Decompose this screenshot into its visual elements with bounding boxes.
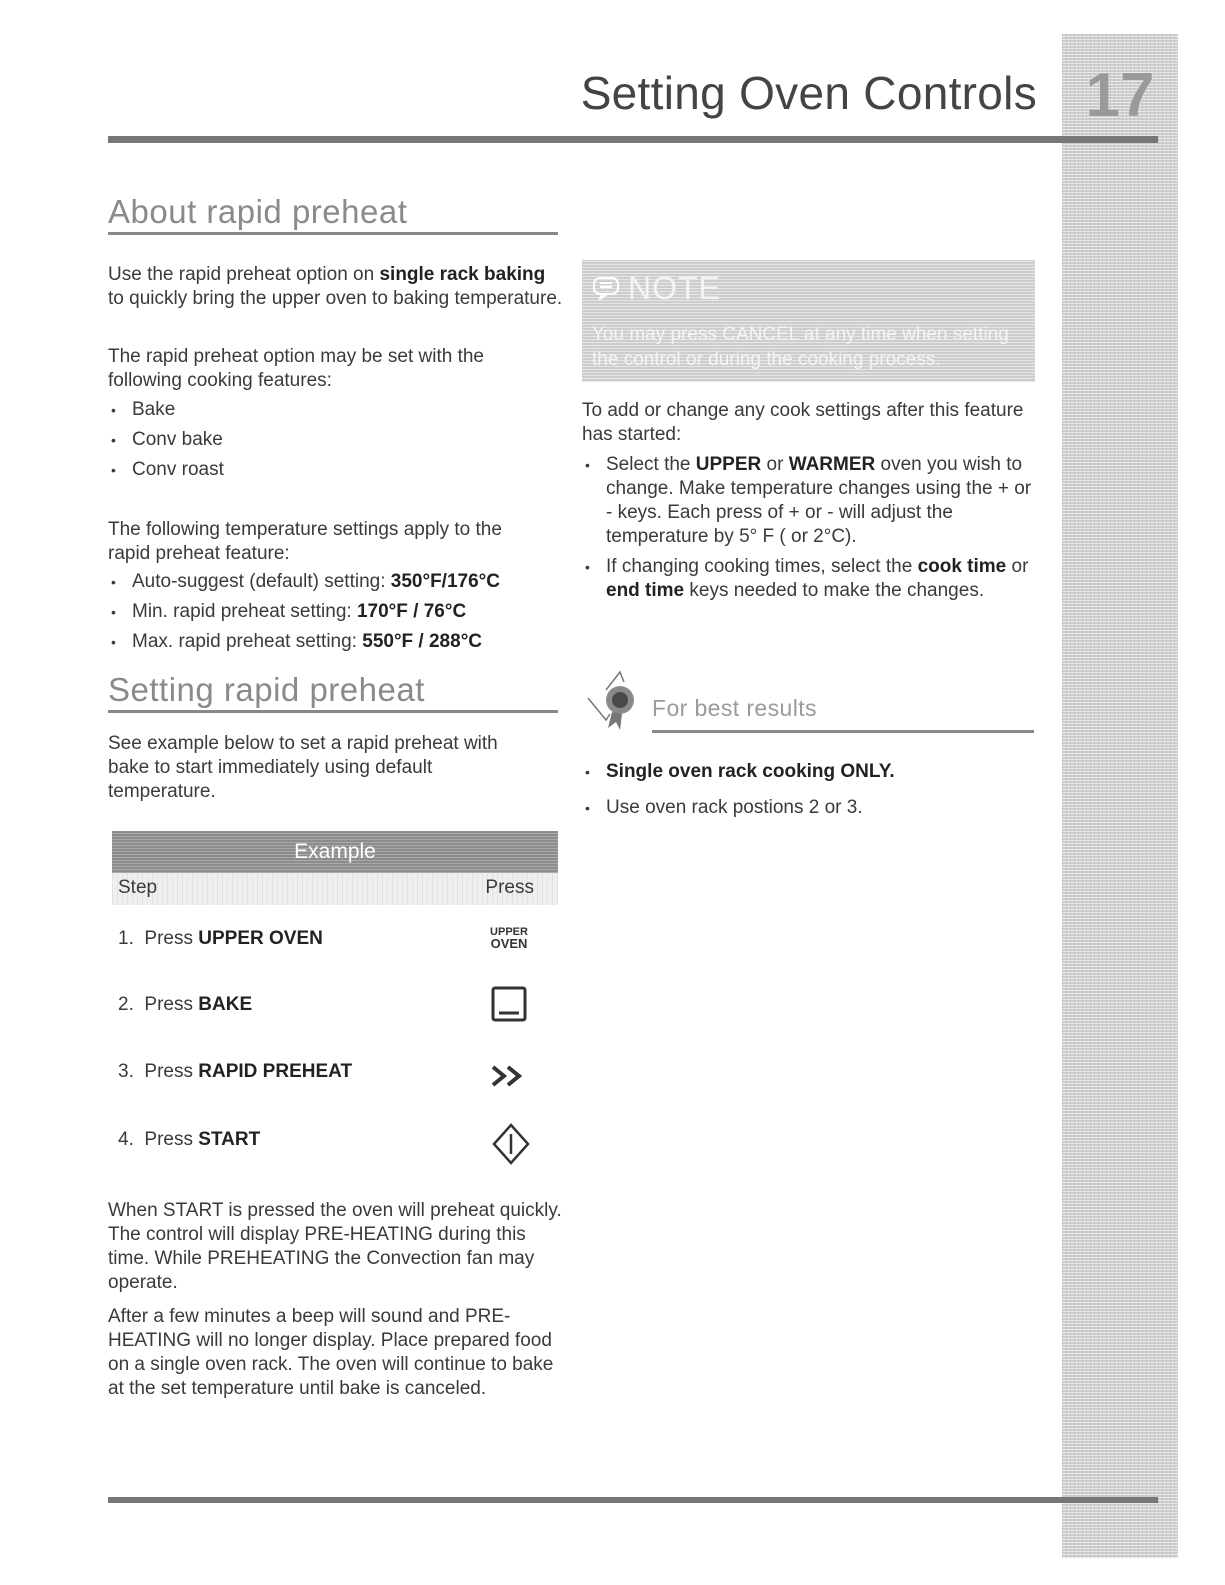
list-item: • Auto-suggest (default) setting: 350°F/176°C — [108, 570, 558, 594]
page-number: 17 — [1085, 61, 1155, 130]
page-side-tab — [1062, 34, 1178, 1558]
ribbon-award-icon — [584, 668, 646, 732]
list-item: • Max. rapid preheat setting: 550°F / 288°C — [108, 630, 558, 654]
best-results-list — [582, 760, 1042, 820]
about-heading-rule — [108, 232, 558, 235]
after-start-text-2: After a few minutes a beep will sound and PRE-HEATING will no longer display. Place prepared food on a single oven rack. The oven will continue to bake at the set temperature until bake is canceled. — [108, 1306, 554, 1399]
about-heading: About rapid preheat — [108, 193, 408, 230]
list-item: • Bake — [108, 398, 548, 422]
list-item: • Min. rapid preheat setting: 170°F / 76°C — [108, 600, 558, 624]
list-item: • Conv roast — [108, 458, 548, 482]
example-header: Example — [112, 831, 558, 873]
change-intro: To add or change any cook settings after this feature has started: — [582, 400, 1024, 445]
table-row: 2. Press BAKE — [118, 994, 253, 1015]
list-item: • Use oven rack postions 2 or 3. — [582, 796, 1042, 820]
setting-heading-rule — [108, 710, 558, 713]
features-intro: The rapid preheat option may be set with the following cooking features: — [108, 346, 485, 391]
temp-intro: The following temperature settings apply to the rapid preheat feature: — [108, 519, 502, 564]
column-step: Step — [118, 877, 158, 898]
setting-heading: Setting rapid preheat — [108, 671, 425, 708]
table-row: 3. Press RAPID PREHEAT — [118, 1061, 353, 1082]
header-rule — [108, 136, 1158, 143]
list-item: • Conv bake — [108, 428, 548, 452]
column-press: Press — [485, 877, 534, 898]
table-row: 4. Press START — [118, 1129, 261, 1150]
temp-list — [108, 570, 558, 654]
after-start-text-1: When START is pressed the oven will preheat quickly. The control will display PRE-HEATING during this time. While PREHEATING the Convection fan may operate. — [108, 1200, 562, 1293]
bake-icon — [491, 986, 527, 1022]
upper-oven-key-icon: UPPER OVEN — [490, 926, 528, 951]
best-results-rule — [652, 730, 1034, 733]
list-item: • Select the UPPER or WARMER oven you wish to change. Make temperature changes using the + or - keys. Each press of + or - will adjust the temperature by 5° F ( or 2°C). — [582, 453, 1042, 549]
features-list — [108, 398, 548, 482]
page-title: Setting Oven Controls — [580, 67, 1037, 119]
rapid-preheat-icon — [490, 1064, 530, 1088]
note-text: You may press CANCEL at any time when setting the control or during the cooking process. — [592, 324, 1009, 370]
change-list — [582, 453, 1042, 603]
best-results-heading: For best results — [652, 695, 817, 721]
list-item: • Single oven rack cooking ONLY. — [582, 760, 1042, 784]
about-intro: Use the rapid preheat option on single rack baking to quickly bring the upper oven to baking temperature. — [108, 264, 563, 309]
setting-intro: See example below to set a rapid preheat with bake to start immediately using default temperature. — [108, 733, 498, 802]
note-box — [582, 260, 1035, 382]
note-heading: NOTE — [628, 270, 721, 306]
example-table-head — [112, 873, 558, 905]
footer-rule — [108, 1497, 1158, 1503]
list-item: • If changing cooking times, select the cook time or end time keys needed to make the changes. — [582, 555, 1042, 603]
note-icon — [592, 276, 620, 300]
start-icon — [491, 1122, 531, 1166]
table-row: 1. Press UPPER OVEN — [118, 928, 323, 949]
